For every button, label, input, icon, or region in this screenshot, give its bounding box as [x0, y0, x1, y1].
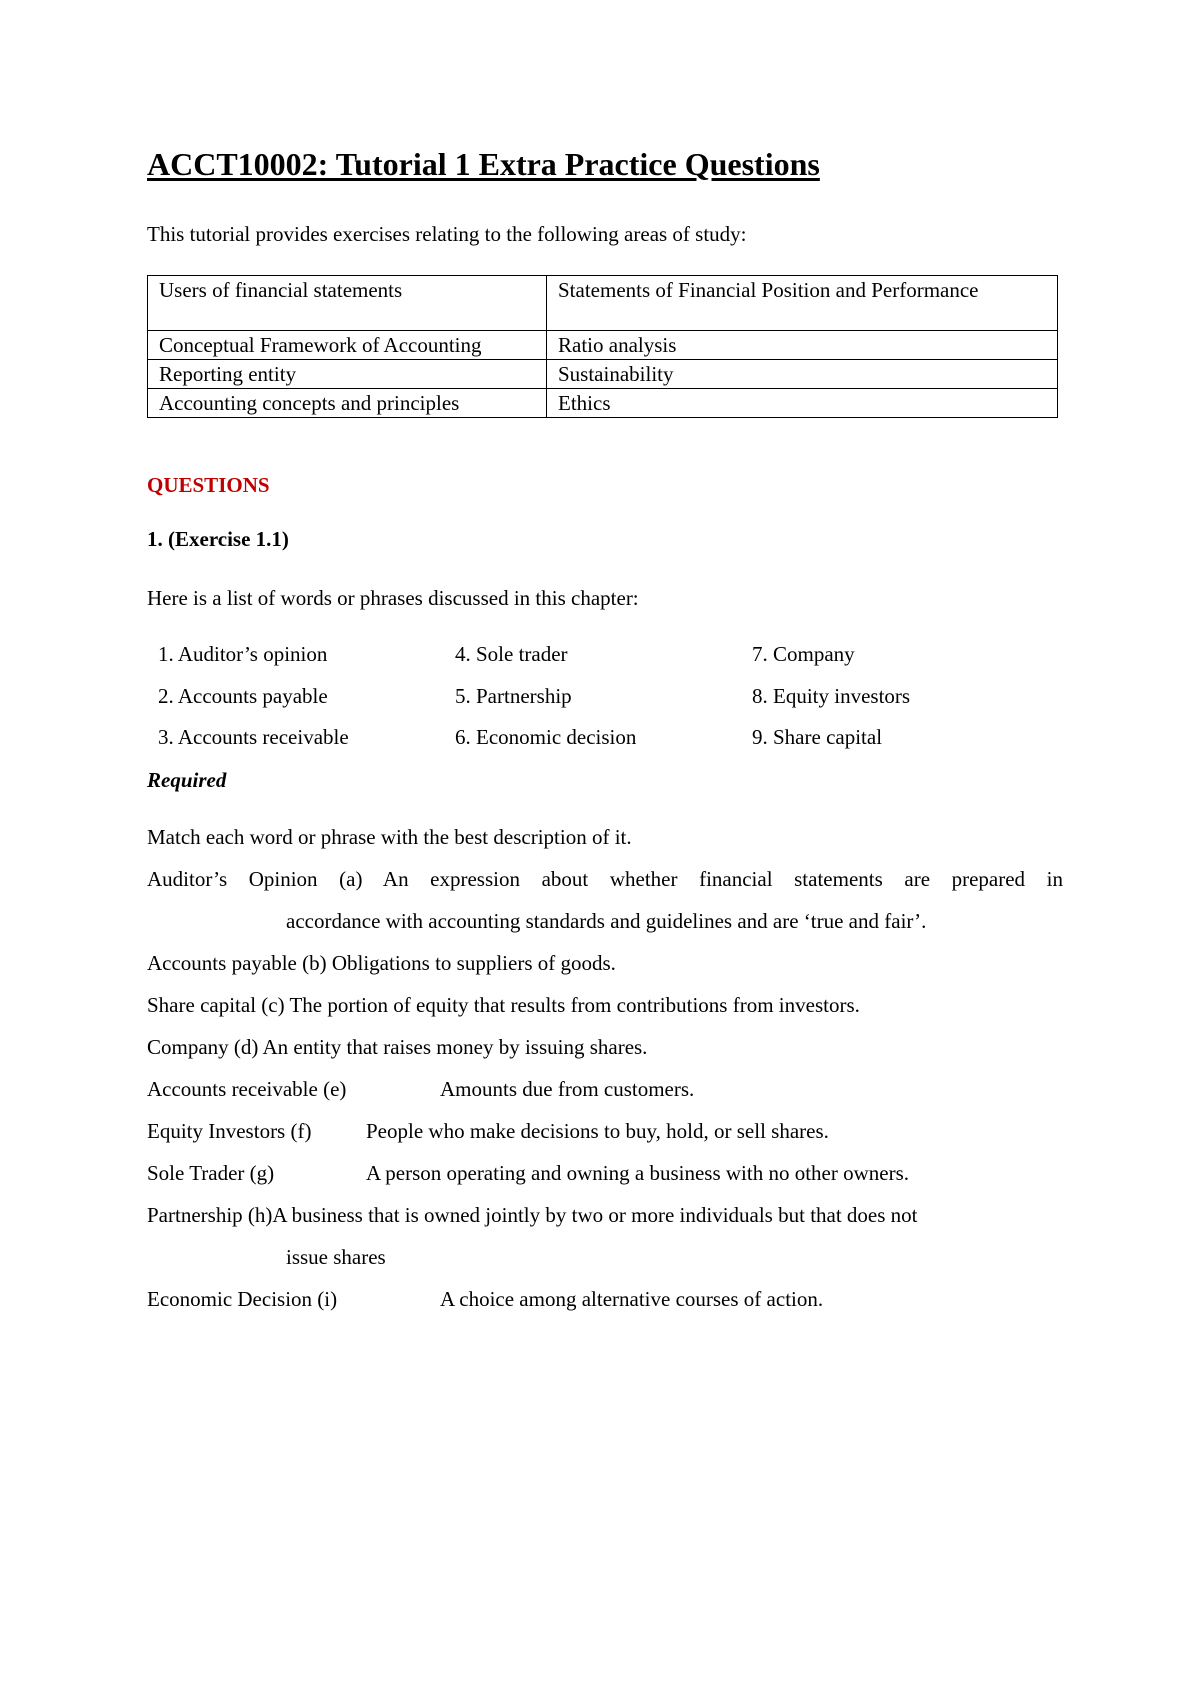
study-areas-table [147, 275, 1058, 418]
table-row [148, 389, 1058, 418]
list-intro: Here is a list of words or phrases discussed in this chapter: [147, 586, 639, 610]
table-row [148, 276, 1058, 331]
questions-heading: QUESTIONS [147, 473, 270, 497]
required-label: Required [147, 768, 227, 792]
intro-text: This tutorial provides exercises relating to the following areas of study: [147, 222, 747, 246]
answer-line: A choice among alternative courses of action. [440, 1287, 824, 1311]
term-item: 5. Partnership [455, 684, 572, 708]
answer-line: Sole Trader (g) [147, 1161, 275, 1185]
answer-line: Accounts payable (b) Obligations to suppliers of goods. [147, 951, 616, 975]
term-item: 3. Accounts receivable [158, 725, 349, 749]
answer-line: Accounts receivable (e) [147, 1077, 347, 1101]
exercise-heading: 1. (Exercise 1.1) [147, 527, 289, 551]
answer-line: accordance with accounting standards and guidelines and are ‘true and fair’. [286, 909, 927, 933]
answer-line: Partnership (h)A business that is owned jointly by two or more individuals but that does not [147, 1203, 918, 1227]
table-cell: Ethics [547, 389, 1058, 418]
table-cell: Ratio analysis [547, 331, 1058, 360]
table-cell: Conceptual Framework of Accounting [148, 331, 547, 360]
answer-line: Equity Investors (f) [147, 1119, 312, 1143]
term-item: 2. Accounts payable [158, 684, 328, 708]
answer-line: Amounts due from customers. [440, 1077, 695, 1101]
page-title: ACCT10002: Tutorial 1 Extra Practice Questions [147, 146, 820, 182]
answer-line: Company (d) An entity that raises money by issuing shares. [147, 1035, 648, 1059]
term-item: 8. Equity investors [752, 684, 911, 708]
answer-line: A person operating and owning a business with no other owners. [366, 1161, 909, 1185]
term-item: 7. Company [752, 642, 855, 666]
table-cell: Users of financial statements [148, 276, 547, 331]
term-item: 9. Share capital [752, 725, 883, 749]
answer-line: Share capital (c) The portion of equity that results from contributions from investors. [147, 993, 860, 1017]
answer-line: issue shares [286, 1245, 386, 1269]
instruction-text: Match each word or phrase with the best description of it. [147, 825, 632, 849]
answer-line: Auditor’s Opinion (a) An expression about whether financial statements are prepared in [147, 867, 1063, 891]
answer-line: People who make decisions to buy, hold, or sell shares. [366, 1119, 829, 1143]
table-row [148, 360, 1058, 389]
term-item: 4. Sole trader [455, 642, 568, 666]
table-cell: Sustainability [547, 360, 1058, 389]
answer-line: Economic Decision (i) [147, 1287, 338, 1311]
table-cell: Statements of Financial Position and Performance [547, 276, 1058, 331]
table-cell: Accounting concepts and principles [148, 389, 547, 418]
term-item: 6. Economic decision [455, 725, 637, 749]
term-item: 1. Auditor’s opinion [158, 642, 328, 666]
table-row [148, 331, 1058, 360]
table-cell: Reporting entity [148, 360, 547, 389]
